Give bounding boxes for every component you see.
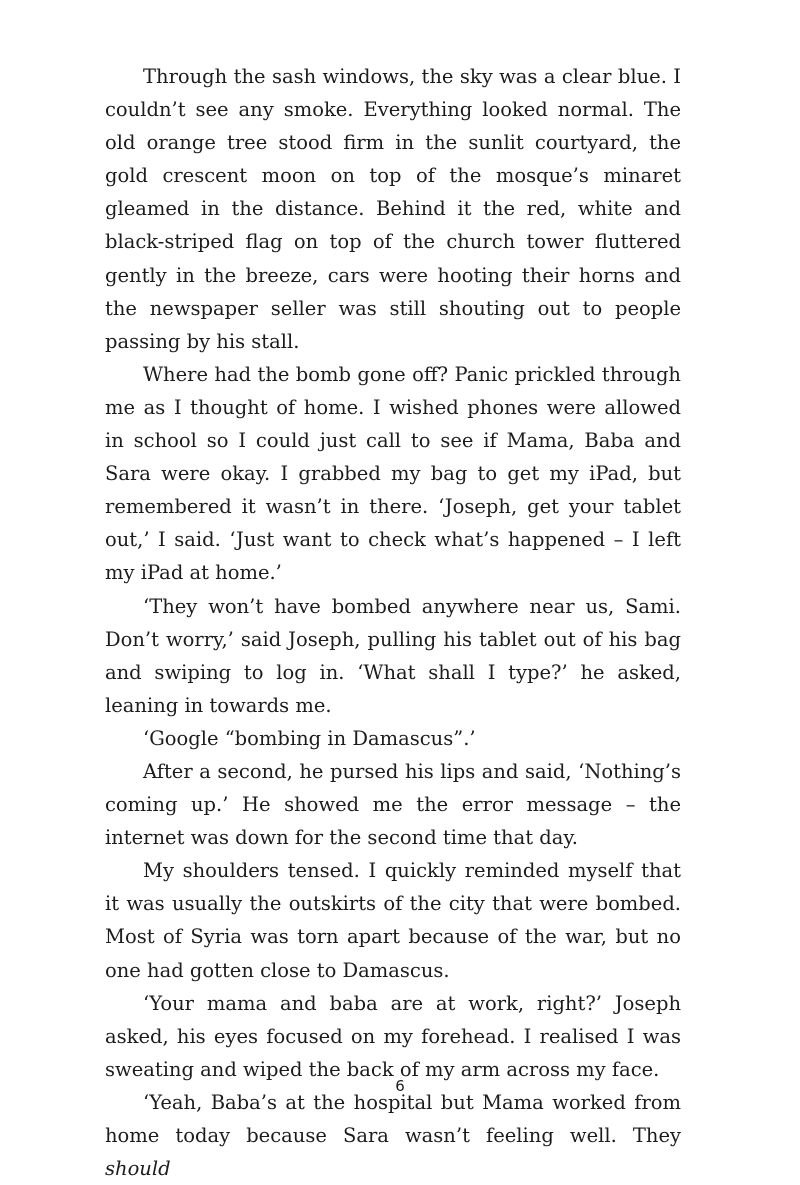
paragraph-last-text: ‘Yeah, Baba’s at the hospital but Mama worked from home today because Sara wasn’t feeling well. They [105, 1090, 681, 1147]
paragraph: ‘They won’t have bombed anywhere near us, Sami. Don’t worry,’ said Joseph, pulling his tablet out of his bag and swiping to log in. ‘What shall I type?’ he asked, leaning in towards me. [105, 594, 681, 717]
page-number: 6 [395, 1077, 405, 1095]
paragraph-last [105, 1086, 681, 1185]
paragraph: My shoulders tensed. I quickly reminded myself that it was usually the outskirts of the city that were bombed. Most of Syria was torn apart because of the war, but no one had gotten close to Damascus. [105, 859, 681, 982]
paragraph: ‘Google “bombing in Damascus”.’ [143, 726, 476, 750]
body-text [105, 60, 681, 1185]
paragraph: Where had the bomb gone off? Panic prickled through me as I thought of home. I wished phones were allowed in school so I could just call to see if Mama, Baba and Sara were okay. I grabbed my bag to get my iPad, but remembered it wasn’t in there. ‘Joseph, get your tablet out,’ I said. ‘Just want to check what’s happened – I left my iPad at home.’ [105, 362, 681, 585]
emphasized-word: should [105, 1157, 171, 1181]
paragraph: After a second, he pursed his lips and said, ‘Nothing’s coming up.’ He showed me the error message – the internet was down for the second time that day. [105, 759, 681, 850]
paragraph: Through the sash windows, the sky was a clear blue. I couldn’t see any smoke. Everything looked normal. The old orange tree stood firm in the sunlit courtyard, the gold crescent moon on top of the mosque’s minaret gleamed in the distance. Behind it the red, white and black-striped flag on top of the church tower fluttered gently in the breeze, cars were hooting their horns and the newspaper seller was still shouting out to people passing by his stall. [105, 65, 681, 353]
paragraph: ‘Your mama and baba are at work, right?’ Joseph asked, his eyes focused on my forehead. I realised I was sweating and wiped the back of my arm across my face. [105, 991, 681, 1081]
